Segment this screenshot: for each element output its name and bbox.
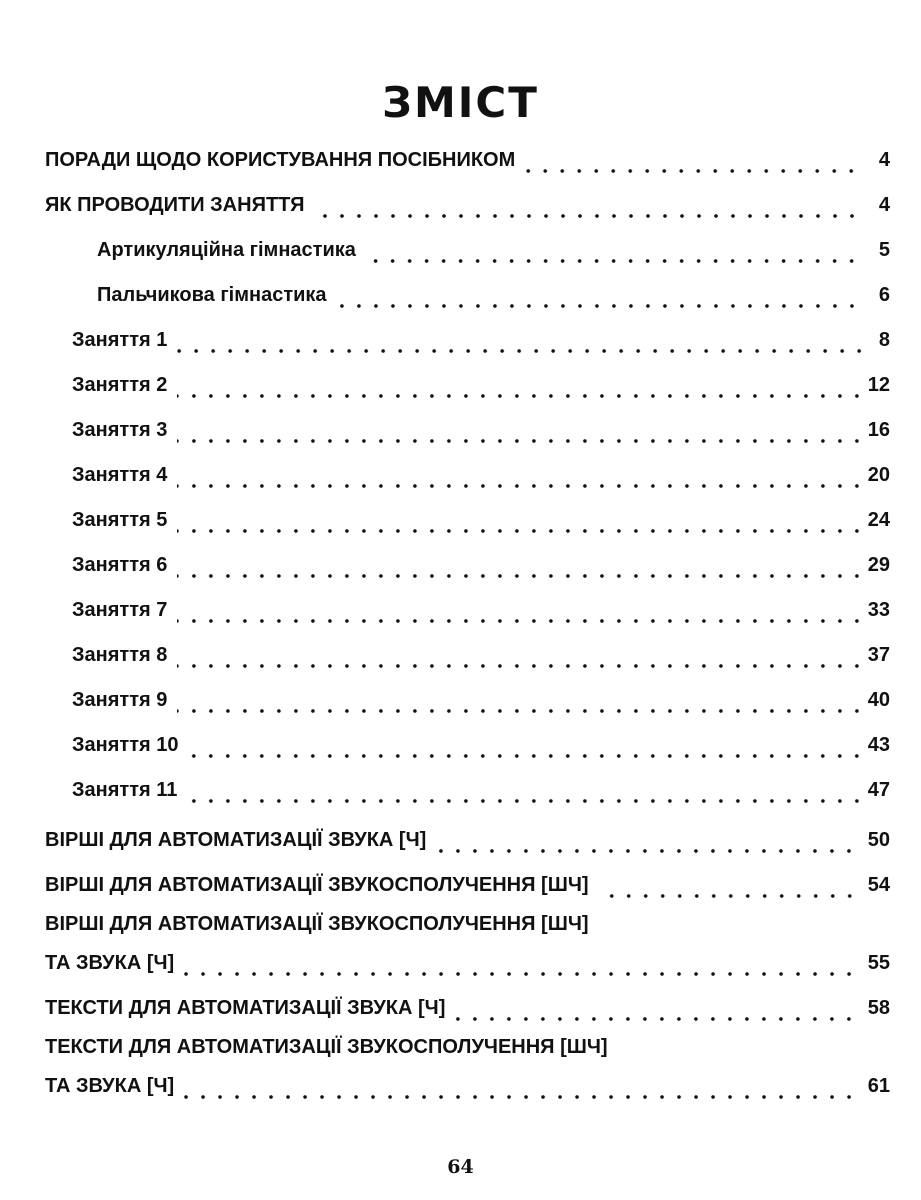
toc-entry[interactable] (45, 228, 890, 273)
toc-entry-page: 6 (878, 284, 890, 306)
toc-entry[interactable] (45, 588, 890, 633)
dot-leader (177, 709, 865, 713)
toc-entry-line (45, 941, 890, 986)
dot-leader (187, 799, 865, 803)
toc-entry-page: 29 (867, 554, 890, 576)
toc-entry-title: Заняття 2 (72, 374, 168, 396)
toc-entry-page: 50 (867, 829, 890, 851)
toc-entry-title: Артикуляційна гімнастика (97, 239, 356, 261)
toc-entry[interactable] (45, 273, 890, 318)
dot-leader (177, 664, 865, 668)
dot-leader (177, 484, 865, 488)
toc-entry-line (45, 183, 890, 228)
toc-entry-line (45, 1064, 890, 1109)
dot-leader (177, 349, 868, 353)
toc-entry-title: Заняття 4 (72, 464, 168, 486)
dot-leader (177, 619, 865, 623)
toc-entry-line (45, 908, 890, 941)
toc-entry-page: 33 (867, 599, 890, 621)
toc-entry[interactable] (45, 543, 890, 588)
dot-leader (337, 304, 860, 308)
toc-entry-page: 43 (867, 734, 890, 756)
toc-entry[interactable] (45, 986, 890, 1031)
toc-entry-line (45, 498, 890, 543)
toc-entry-page: 37 (867, 644, 890, 666)
toc-entry-page: 61 (867, 1075, 890, 1097)
page-title: ЗМІСТ (382, 78, 539, 127)
toc-entry-page: 40 (867, 689, 890, 711)
toc-entry-title: Заняття 10 (72, 734, 179, 756)
dot-leader (177, 439, 865, 443)
toc-entry-title: Заняття 9 (72, 689, 168, 711)
toc-entry-line (45, 363, 890, 408)
toc-entry[interactable] (45, 1031, 890, 1109)
toc-entry-line (45, 273, 890, 318)
toc-entry-page: 54 (867, 874, 890, 896)
toc-entry-line (45, 986, 890, 1031)
toc-entry-title: ЯК ПРОВОДИТИ ЗАНЯТТЯ (45, 194, 305, 216)
toc-entry-title: ТЕКСТИ ДЛЯ АВТОМАТИЗАЦІЇ ЗВУКОСПОЛУЧЕННЯ [ШЧ] (45, 1036, 608, 1058)
toc-entry[interactable] (45, 183, 890, 228)
toc-entry[interactable] (45, 498, 890, 543)
toc-entry-title: Заняття 6 (72, 554, 168, 576)
toc-entry-page: 12 (867, 374, 890, 396)
dot-leader (177, 394, 865, 398)
toc-entry-title: ПОРАДИ ЩОДО КОРИСТУВАННЯ ПОСІБНИКОМ (45, 149, 516, 171)
toc-entry[interactable] (45, 318, 890, 363)
toc-entry-page: 5 (878, 239, 890, 261)
toc-entry[interactable] (45, 863, 890, 908)
toc-entry[interactable] (45, 908, 890, 986)
toc-entry-line (45, 453, 890, 498)
toc-entry-title: Пальчикова гімнастика (97, 284, 327, 306)
toc-entry[interactable] (45, 768, 890, 813)
toc-entry-page: 55 (867, 952, 890, 974)
toc-entry-line (45, 228, 890, 273)
toc-entry[interactable] (45, 363, 890, 408)
dot-leader (184, 972, 858, 976)
toc-entry[interactable] (45, 138, 890, 183)
toc-entry-page: 20 (867, 464, 890, 486)
toc-entry-title: ВІРШІ ДЛЯ АВТОМАТИЗАЦІЇ ЗВУКОСПОЛУЧЕННЯ [ШЧ] (45, 913, 589, 935)
table-of-contents (45, 138, 890, 1109)
toc-entry-line (45, 863, 890, 908)
page-number: 64 (447, 1156, 474, 1178)
dot-leader (188, 754, 865, 758)
toc-entry[interactable] (45, 633, 890, 678)
dot-leader (455, 1017, 857, 1021)
toc-entry-line (45, 588, 890, 633)
toc-entry-title: ТА ЗВУКА [Ч] (45, 952, 175, 974)
toc-entry-title: Заняття 1 (72, 329, 168, 351)
toc-entry-page: 58 (867, 997, 890, 1019)
toc-entry-title: Заняття 8 (72, 644, 168, 666)
toc-entry-title: Заняття 7 (72, 599, 168, 621)
toc-entry[interactable] (45, 723, 890, 768)
toc-entry[interactable] (45, 678, 890, 723)
toc-entry-line (45, 678, 890, 723)
toc-entry-page: 4 (878, 194, 890, 216)
toc-entry-line (45, 138, 890, 183)
toc-entry[interactable] (45, 408, 890, 453)
toc-entry-title: ВІРШІ ДЛЯ АВТОМАТИЗАЦІЇ ЗВУКА [Ч] (45, 829, 427, 851)
toc-entry-line (45, 818, 890, 863)
dot-leader (366, 259, 860, 263)
dot-leader (184, 1095, 858, 1099)
toc-entry-line (45, 633, 890, 678)
dot-leader (599, 894, 858, 898)
dot-leader (177, 574, 865, 578)
toc-entry-line (45, 723, 890, 768)
toc-entry-line (45, 543, 890, 588)
toc-entry-page: 47 (867, 779, 890, 801)
toc-entry-title: ТЕКСТИ ДЛЯ АВТОМАТИЗАЦІЇ ЗВУКА [Ч] (45, 997, 446, 1019)
dot-leader (177, 529, 865, 533)
toc-entry-line (45, 1031, 890, 1064)
toc-entry-line (45, 768, 890, 813)
toc-entry-title: Заняття 11 (72, 779, 178, 801)
toc-entry-line (45, 408, 890, 453)
toc-entry-page: 24 (867, 509, 890, 531)
toc-entry[interactable] (45, 818, 890, 863)
toc-entry-title: ТА ЗВУКА [Ч] (45, 1075, 175, 1097)
dot-leader (436, 849, 857, 853)
toc-entry-page: 4 (878, 149, 890, 171)
dot-leader (315, 214, 861, 218)
toc-entry-title: Заняття 3 (72, 419, 168, 441)
toc-entry-page: 16 (867, 419, 890, 441)
toc-entry-line (45, 318, 890, 363)
toc-entry-page: 8 (878, 329, 890, 351)
dot-leader (525, 169, 860, 173)
toc-entry[interactable] (45, 453, 890, 498)
toc-entry-title: Заняття 5 (72, 509, 168, 531)
toc-entry-title: ВІРШІ ДЛЯ АВТОМАТИЗАЦІЇ ЗВУКОСПОЛУЧЕННЯ [ШЧ] (45, 874, 589, 896)
